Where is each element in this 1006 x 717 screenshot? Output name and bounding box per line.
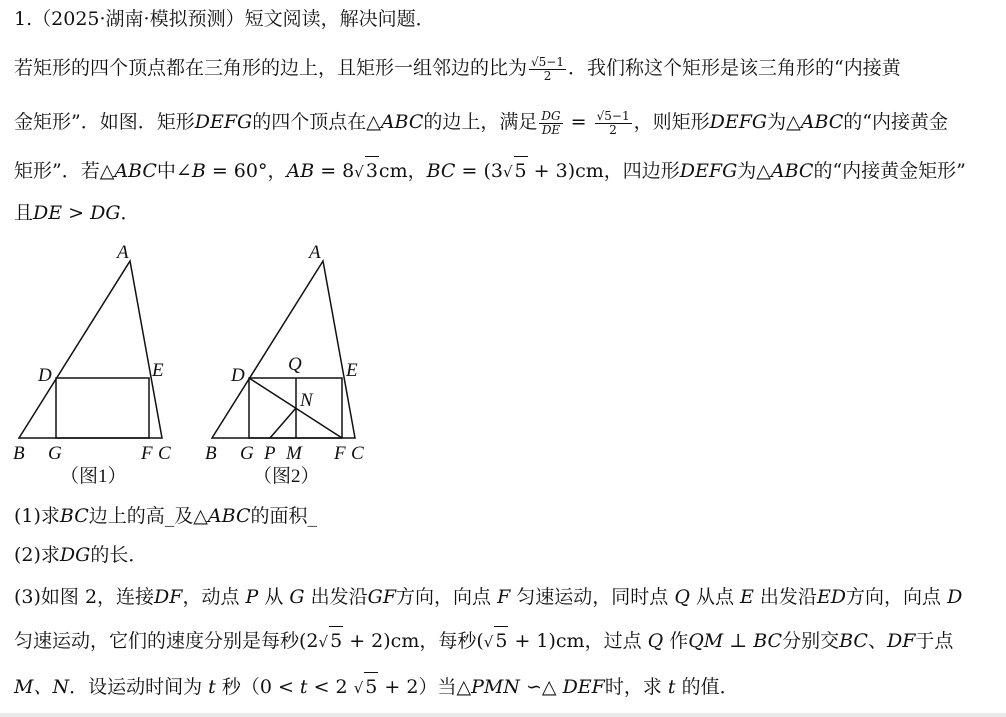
problem-number: 1. [14, 8, 33, 30]
label-b: B [205, 443, 217, 464]
text-segment: + 2)cm，每秒( [343, 630, 484, 652]
sqrt-symbol: √ [318, 633, 329, 651]
text-segment: ．我们称这个矩形是该三角形的“内接黄 [568, 57, 901, 79]
text-segment: 的值． [675, 676, 739, 698]
text-segment: 方向，向点 [846, 586, 948, 608]
math-variable-t: t [299, 676, 308, 698]
text-segment: 的“内接黄金矩形” [813, 160, 966, 182]
text-segment: ，动点 [182, 586, 246, 608]
problem-header [14, 5, 435, 33]
text-segment: = 60°， [205, 160, 287, 182]
text-segment: 且 [14, 202, 34, 224]
text-segment: (3)如图 2，连接 [14, 586, 155, 608]
fraction-denominator: 2 [543, 68, 552, 83]
label-d: D [38, 365, 52, 386]
sqrt-radicand: 5 [364, 672, 378, 701]
math-segment-ab: AB [286, 160, 315, 182]
sqrt-symbol: √ [502, 163, 513, 181]
question-1 [14, 502, 317, 530]
problem-title: 短文阅读，解决问题． [244, 8, 435, 30]
label-g: G [48, 443, 62, 464]
fraction-numerator: √5−1 [596, 108, 630, 123]
math-triangle-def: DEF [562, 676, 605, 698]
text-segment: 矩形”．若△ [14, 160, 115, 182]
math-point-q: Q [674, 586, 690, 608]
text-segment: ，则矩形 [633, 111, 710, 133]
paragraph-line-1 [14, 54, 901, 83]
label-n: N [300, 390, 313, 411]
fraction-numerator: √5−1 [531, 54, 564, 69]
text-segment: 作 [663, 630, 689, 652]
math-point-d: D [947, 586, 963, 608]
bottom-divider [0, 713, 1006, 717]
label-b: B [13, 443, 25, 464]
label-f: F [334, 443, 346, 464]
equals-sign: = [564, 111, 593, 133]
sqrt-radicand: 5 [514, 156, 528, 185]
label-g: G [240, 443, 254, 464]
label-m: M [286, 443, 302, 464]
text-segment: = 8 [314, 160, 355, 182]
text-segment: 的边上，满足 [423, 111, 538, 133]
math-triangle: ABC [114, 160, 157, 182]
math-rect: DEFG [709, 111, 768, 133]
text-segment: + 2）当△ [378, 676, 472, 698]
text-segment: 从点 [689, 586, 741, 608]
text-segment: 若矩形的四个顶点都在三角形的边上，且矩形一组邻边的比为 [14, 57, 528, 79]
label-a: A [117, 242, 129, 263]
sqrt-symbol: √ [354, 163, 364, 181]
text-segment: 出发沿 [304, 586, 368, 608]
math-triangle: ABC [770, 160, 814, 182]
text-segment: 匀速运动，它们的速度分别是每秒(2 [14, 630, 319, 652]
text-segment: = (3 [455, 160, 503, 182]
math-rect: DEFG [194, 111, 253, 133]
math-perpendicular: QM ⊥ BC [688, 630, 783, 652]
text-segment: 出发沿 [753, 586, 817, 608]
text-segment: ．设运动时间为 [69, 676, 209, 698]
text-segment: 金矩形”．如图．矩形 [14, 111, 195, 133]
rectangle-defg-fig1 [56, 378, 149, 438]
text-segment: 匀速运动，同时点 [510, 586, 675, 608]
text-segment: 边上的高_及△ [88, 505, 208, 527]
math-rect: DEFG [679, 160, 738, 182]
text-segment: 的“内接黄金 [843, 111, 949, 133]
label-q: Q [288, 354, 302, 375]
golden-ratio-fraction [529, 56, 566, 83]
dg-de-fraction [539, 110, 562, 137]
sqrt-radicand: 5 [329, 626, 343, 655]
label-p: P [264, 443, 276, 464]
label-e: E [152, 360, 164, 381]
fraction-numerator: DG [541, 108, 561, 123]
math-variable-t: t [208, 676, 216, 698]
text-segment: < 2 [307, 676, 354, 698]
question-3-line-2 [14, 626, 953, 656]
text-segment: 为△ [737, 160, 771, 182]
label-f: F [141, 443, 153, 464]
paragraph-line-3 [14, 156, 966, 186]
problem-source: （2025·湖南·模拟预测） [32, 8, 245, 30]
text-segment: 时，求 [604, 676, 668, 698]
triangle-abc-fig2 [212, 261, 355, 438]
text-segment: ∽△ [519, 676, 563, 698]
text-segment: 于点 [915, 630, 954, 652]
math-segment-bc: BC [59, 505, 89, 527]
math-variable-t: t [667, 676, 676, 698]
label-d: D [231, 365, 245, 386]
question-2 [14, 541, 147, 569]
math-segment-ed: ED [816, 586, 847, 608]
math-inequality: DE > DG [33, 202, 121, 224]
question-3-line-3 [14, 672, 739, 702]
text-segment: 的长． [90, 544, 148, 566]
text-segment: 方向，向点 [396, 586, 498, 608]
caption-fig1: （图1） [60, 466, 127, 487]
text-segment: + 3)cm，四边形 [527, 160, 680, 182]
text-segment: 中∠ [156, 160, 192, 182]
question-3-line-1 [14, 583, 962, 611]
label-a: A [309, 242, 321, 263]
sqrt-radicand: 5 [494, 626, 508, 655]
fraction-denominator: 2 [609, 122, 617, 137]
math-segment-dg: DG [59, 544, 91, 566]
text-segment: 为△ [767, 111, 801, 133]
triangle-abc-fig1 [19, 261, 162, 438]
label-c: C [351, 443, 364, 464]
text-segment: 秒（0 < [215, 676, 300, 698]
text-segment: + 1)cm，过点 [508, 630, 648, 652]
text-segment: (1)求 [14, 505, 60, 527]
paragraph-line-2 [14, 108, 948, 137]
math-point-f: F [497, 586, 511, 608]
math-segment-bc: BC [839, 630, 868, 652]
math-segment-bc: BC [426, 160, 456, 182]
sqrt-symbol: √ [483, 633, 494, 651]
text-segment: ． [120, 202, 140, 224]
text-segment: 的四个顶点在△ [252, 111, 381, 133]
math-point-e: E [740, 586, 754, 608]
math-triangle: ABC [207, 505, 251, 527]
text-segment: 、 [867, 630, 887, 652]
sqrt-symbol: √ [353, 679, 364, 697]
math-segment-df: DF [886, 630, 916, 652]
math-triangle: ABC [800, 111, 844, 133]
math-angle: B [191, 160, 206, 182]
text-segment: (2)求 [14, 544, 60, 566]
math-segment-gf: GF [367, 586, 397, 608]
math-point-p: P [245, 586, 259, 608]
golden-ratio-fraction [595, 110, 632, 137]
text-segment: 的面积_ [250, 505, 317, 527]
paragraph-line-4 [14, 199, 140, 227]
math-triangle: ABC [380, 111, 424, 133]
caption-fig2: （图2） [253, 466, 320, 487]
text-segment: 从 [258, 586, 290, 608]
figure-2 [212, 261, 355, 438]
math-point-q: Q [647, 630, 664, 652]
text-segment: 分别交 [782, 630, 840, 652]
math-triangle-pmn: PMN [471, 676, 520, 698]
label-e: E [346, 360, 358, 381]
math-points-mn: M、N [14, 676, 70, 698]
geometry-figures [0, 230, 380, 492]
segment-pn [270, 408, 296, 438]
text-segment: cm， [378, 160, 427, 182]
math-point-g: G [289, 586, 305, 608]
figure-1 [19, 261, 162, 438]
sqrt-radicand: 3 [365, 156, 379, 185]
math-segment-df: DF [154, 586, 183, 608]
fraction-denominator: DE [541, 122, 561, 137]
label-c: C [158, 443, 171, 464]
